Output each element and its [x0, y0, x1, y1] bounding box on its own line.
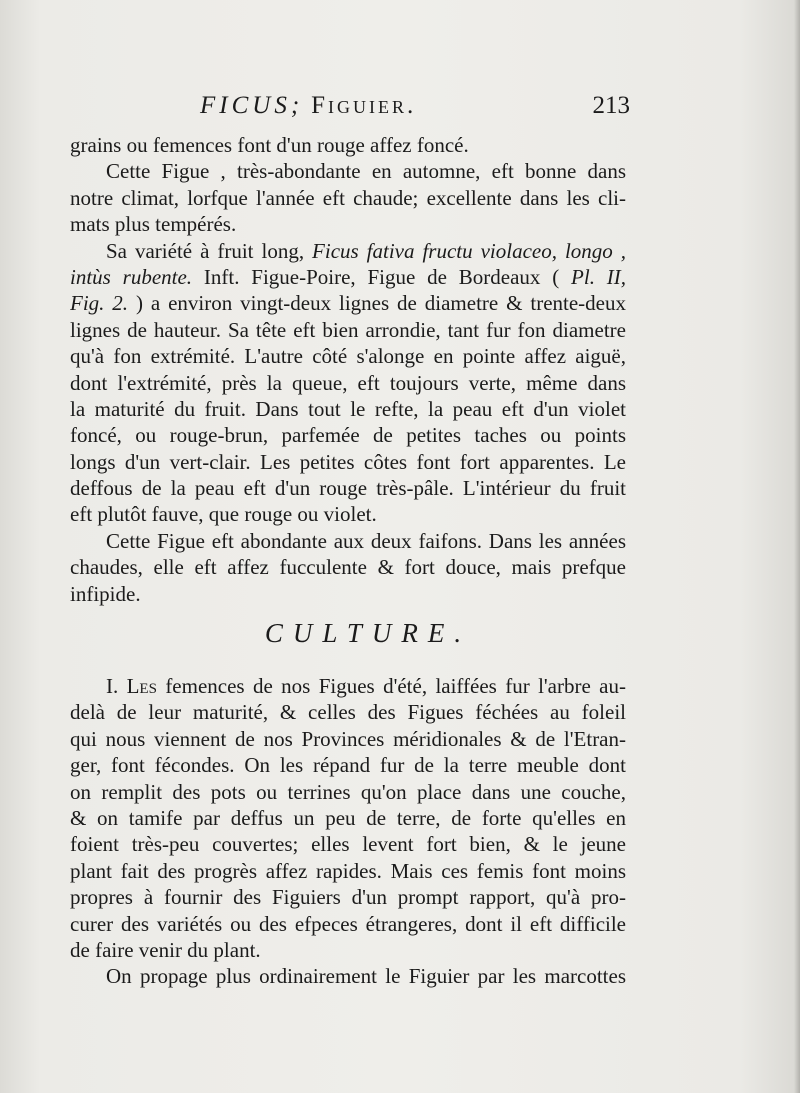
text-line: de faire venir du plant. — [70, 937, 261, 962]
page-edge-shadow — [794, 0, 800, 1093]
text-line: Cette Figue eft abondante aux deux faifons. Dans les années — [106, 528, 626, 553]
running-title-french: Figuier. — [311, 92, 417, 119]
text-line: curer des variétés ou des efpeces étrangeres, dont il eft difficile — [70, 911, 626, 936]
text-line: dont l'extrémité, près la queue, eft toujours verte, même dans — [70, 370, 626, 395]
small-caps-word: Les — [126, 674, 157, 699]
text-line — [70, 673, 626, 699]
text-line: ger, font fécondes. On les répand fur de la terre meuble dont — [70, 753, 626, 778]
running-title-latin: FICUS; — [200, 92, 304, 119]
running-title — [200, 92, 416, 120]
text-line: plant fait des progrès affez rapides. Mais ces femis font moins — [70, 858, 626, 883]
text-line: longs d'un vert-clair. Les petites côtes font fort apparentes. Le — [70, 449, 626, 474]
text-line: propres à fournir des Figuiers d'un prompt rapport, qu'à pro- — [70, 885, 626, 910]
text-line: Cette Figue , très-abondante en automne, eft bonne dans — [106, 159, 626, 184]
text-line: lignes de hauteur. Sa tête eft bien arrondie, tant fur fon diametre — [70, 317, 626, 342]
running-head — [70, 92, 630, 132]
figure-reference: Fig. 2. — [70, 291, 129, 316]
text-line: chaudes, elle eft affez fucculente & fort douce, mais prefque — [70, 555, 626, 580]
paragraph-number: I. — [106, 674, 127, 699]
text-line: qui nous viennent de nos Provinces méridionales & de l'Etran- — [70, 726, 626, 751]
text-line: grains ou femences font d'un rouge affez foncé. — [70, 133, 469, 157]
text-line: & on tamife par deffus un peu de terre, de forte qu'elles en — [70, 805, 626, 830]
section-spacer — [70, 659, 626, 673]
text-line — [70, 264, 626, 290]
text-line: la maturité du fruit. Dans tout le refte, la peau eft d'un violet — [70, 396, 626, 421]
text-line: on remplit des pots ou terrines qu'on place dans une couche, — [70, 779, 626, 804]
text-line: On propage plus ordinairement le Figuier par les marcottes — [106, 964, 626, 989]
page-number: 213 — [592, 92, 630, 119]
text-line: foncé, ou rouge-brun, parfemée de petites taches ou points — [70, 423, 626, 448]
section-heading: CULTURE. — [264, 618, 472, 649]
text-line: foient très-peu couvertes; elles levent fort bien, & le jeune — [70, 832, 626, 857]
latin-name: Ficus fativa fructu violaceo, longo , — [312, 238, 626, 263]
text-span: femences de nos Figues d'été, laiffées fur l'arbre au- — [156, 674, 626, 699]
text-span: ) a environ vingt-deux lignes de diametre & trente-deux — [128, 291, 626, 316]
text-line: notre climat, lorfque l'année eft chaude; excellente dans les cli- — [70, 185, 626, 210]
text-line — [70, 238, 626, 264]
text-span: Sa variété à fruit long, — [106, 238, 313, 263]
body-text — [70, 132, 626, 990]
text-line — [70, 290, 626, 316]
latin-name: intùs rubente. — [70, 264, 193, 289]
text-line: eft plutôt fauve, que rouge ou violet. — [70, 502, 377, 527]
text-span: Inft. Figue-Poire, Figue de Bordeaux ( — [192, 264, 572, 289]
text-line: mats plus tempérés. — [70, 212, 237, 237]
text-line: infipide. — [70, 581, 141, 606]
text-line: deffous de la peau eft d'un rouge très-pâle. L'intérieur du fruit — [70, 476, 626, 501]
text-line: delà de leur maturité, & celles des Figues féchées au foleil — [70, 700, 626, 725]
text-line: qu'à fon extrémité. L'autre côté s'alonge en pointe affez aiguë, — [70, 344, 626, 369]
plate-reference: Pl. II, — [571, 264, 626, 289]
